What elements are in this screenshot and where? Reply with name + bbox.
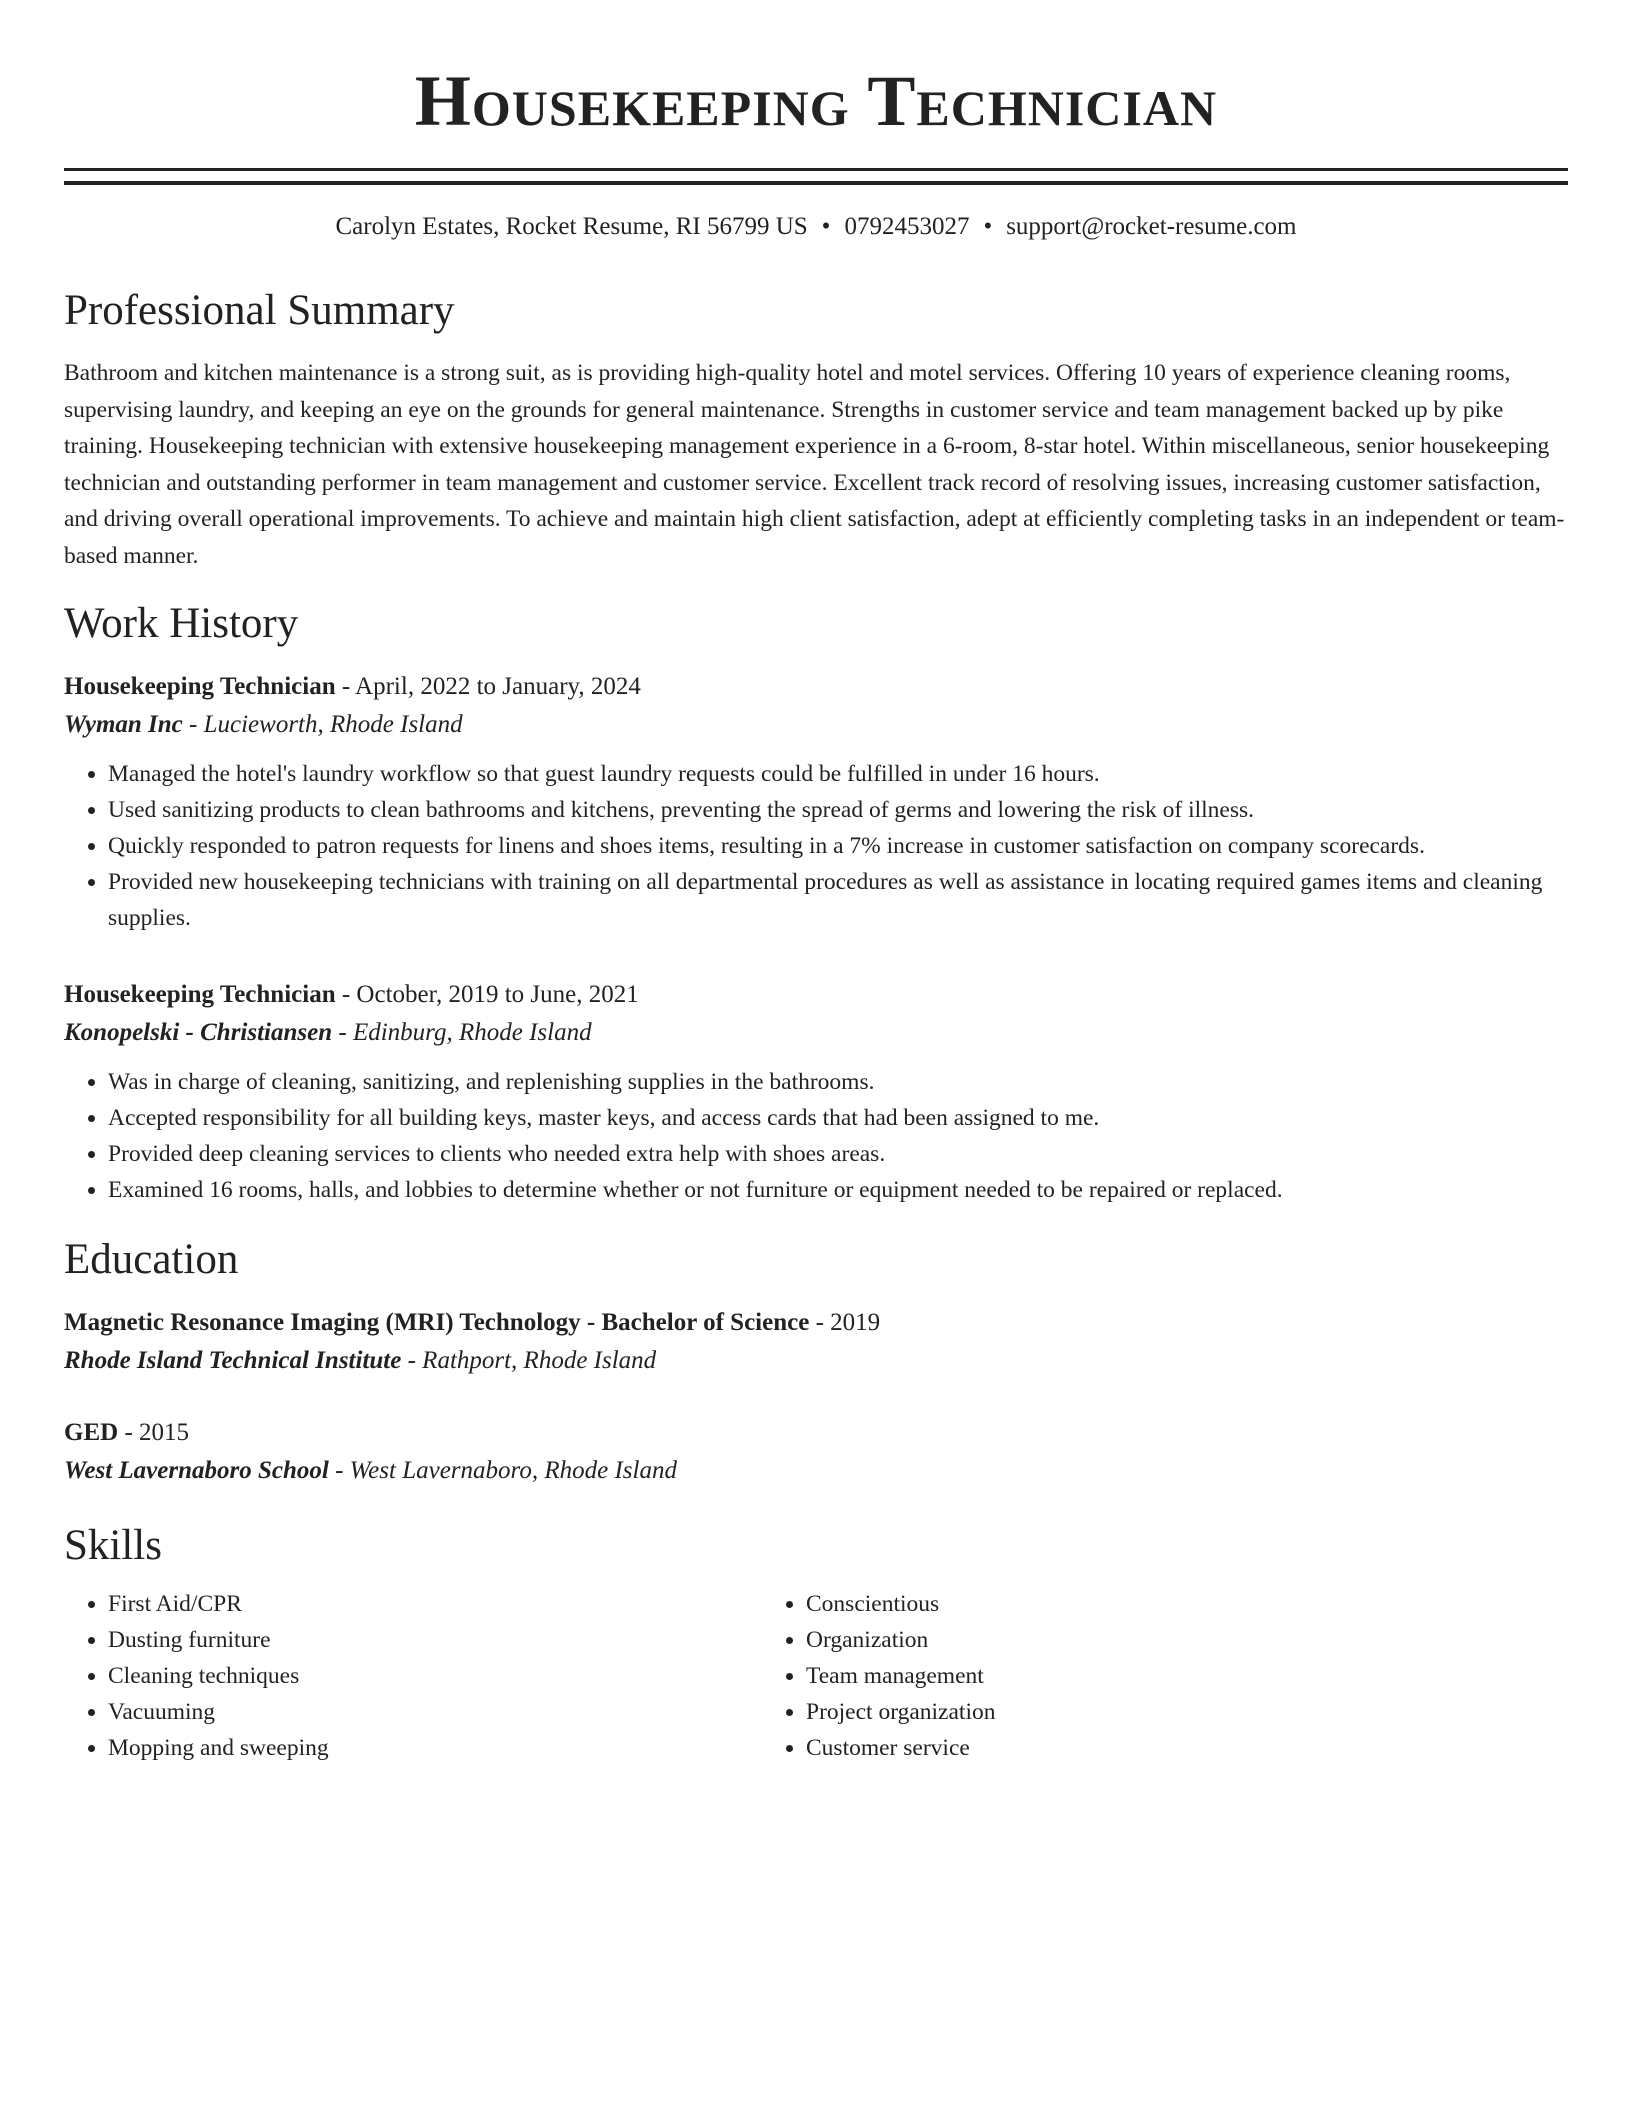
contact-line [64, 211, 1568, 243]
job-bullet: • Used sanitizing products to clean bathrooms and kitchens, preventing the spread of germs and lowering the risk of illness. [108, 792, 1568, 828]
skills-heading: Skills [64, 1522, 162, 1569]
contact-address: Carolyn Estates, Rocket Resume, RI 56799 US [335, 213, 808, 240]
skill-item: • Project organization [806, 1694, 1462, 1730]
education-entry [64, 1304, 1568, 1380]
skill-item: • Customer service [806, 1730, 1462, 1766]
job-bullets [64, 756, 1568, 936]
contact-separator: • [983, 213, 993, 240]
skill-item: • First Aid/CPR [108, 1586, 762, 1622]
job-bullet: • Quickly responded to patron requests for linens and shoes items, resulting in a 7% increase in customer satisfaction on company scorecards. [108, 828, 1568, 864]
job-bullets [64, 1064, 1568, 1208]
job-dates: - April, 2022 to January, 2024 [335, 673, 641, 700]
job-title: Housekeeping Technician [64, 981, 336, 1008]
job-role-line [64, 668, 1568, 706]
job-bullet: • Examined 16 rooms, halls, and lobbies to determine whether or not furniture or equipment needed to be repaired or replaced. [108, 1172, 1568, 1208]
skills-columns [64, 1586, 1568, 1766]
education-location: - West Lavernaboro, Rhode Island [328, 1457, 677, 1484]
education-degree-line [64, 1304, 1568, 1342]
skill-item: • Vacuuming [108, 1694, 762, 1730]
job-entry [64, 668, 1568, 936]
job-company-line [64, 706, 1568, 744]
education-degree: Magnetic Resonance Imaging (MRI) Technology - Bachelor of Science [64, 1309, 810, 1336]
education-entry [64, 1414, 1568, 1490]
education-school-line [64, 1452, 1568, 1490]
education-heading: Education [64, 1236, 239, 1283]
skill-item: • Organization [806, 1622, 1462, 1658]
job-company: Konopelski - Christiansen [64, 1019, 333, 1046]
contact-separator: • [821, 213, 831, 240]
job-location: - Edinburg, Rhode Island [332, 1019, 592, 1046]
education-school: Rhode Island Technical Institute [64, 1347, 402, 1374]
resume-name: Housekeeping Technician [414, 61, 1218, 141]
education-year: - 2019 [809, 1309, 881, 1336]
job-bullet: • Provided new housekeeping technicians with training on all departmental procedures as well as assistance in locating required games items and cleaning supplies. [108, 864, 1568, 936]
education-degree: GED [64, 1419, 119, 1446]
contact-phone: 0792453027 [844, 213, 970, 240]
job-bullet: • Accepted responsibility for all building keys, master keys, and access cards that had been assigned to me. [108, 1100, 1568, 1136]
education-school: West Lavernaboro School [64, 1457, 329, 1484]
skill-item: • Mopping and sweeping [108, 1730, 762, 1766]
header-double-rule [64, 168, 1568, 185]
job-dates: - October, 2019 to June, 2021 [335, 981, 639, 1008]
job-company: Wyman Inc [64, 711, 183, 738]
job-role-line [64, 976, 1568, 1014]
job-location: - Lucieworth, Rhode Island [182, 711, 463, 738]
education-year: - 2015 [118, 1419, 190, 1446]
job-title: Housekeeping Technician [64, 673, 336, 700]
job-bullet: • Was in charge of cleaning, sanitizing, and replenishing supplies in the bathrooms. [108, 1064, 1568, 1100]
contact-email: support@rocket-resume.com [1006, 213, 1297, 240]
education-degree-line [64, 1414, 1568, 1452]
education-location: - Rathport, Rhode Island [401, 1347, 657, 1374]
job-company-line [64, 1014, 1568, 1052]
work-history-heading: Work History [64, 600, 299, 647]
job-bullet: • Managed the hotel's laundry workflow so that guest laundry requests could be fulfilled in under 16 hours. [108, 756, 1568, 792]
skills-right-column [762, 1586, 1462, 1766]
skill-item: • Cleaning techniques [108, 1658, 762, 1694]
job-entry [64, 976, 1568, 1208]
skill-item: • Conscientious [806, 1586, 1462, 1622]
skills-left-column [64, 1586, 762, 1766]
skill-item: • Dusting furniture [108, 1622, 762, 1658]
summary-heading: Professional Summary [64, 287, 455, 334]
summary-text: Bathroom and kitchen maintenance is a strong suit, as is providing high-quality hotel and motel services. Offering 10 years of experience cleaning rooms, supervising laundry, and keeping an eye on the grounds for general maintenance. Strengths in customer service and team management backed up by pike training. Housekeeping technician with extensive housekeeping management experience in a 6-room, 8-star hotel. Within miscellaneous, senior housekeeping technician and outstanding performer in team management and customer service. Excellent track record of resolving issues, increasing customer satisfaction, and driving overall operational improvements. To achieve and maintain high client satisfaction, adept at efficiently completing tasks in an independent or team-based manner. [64, 360, 1565, 569]
skill-item: • Team management [806, 1658, 1462, 1694]
education-school-line [64, 1342, 1568, 1380]
job-bullet: • Provided deep cleaning services to clients who needed extra help with shoes areas. [108, 1136, 1568, 1172]
